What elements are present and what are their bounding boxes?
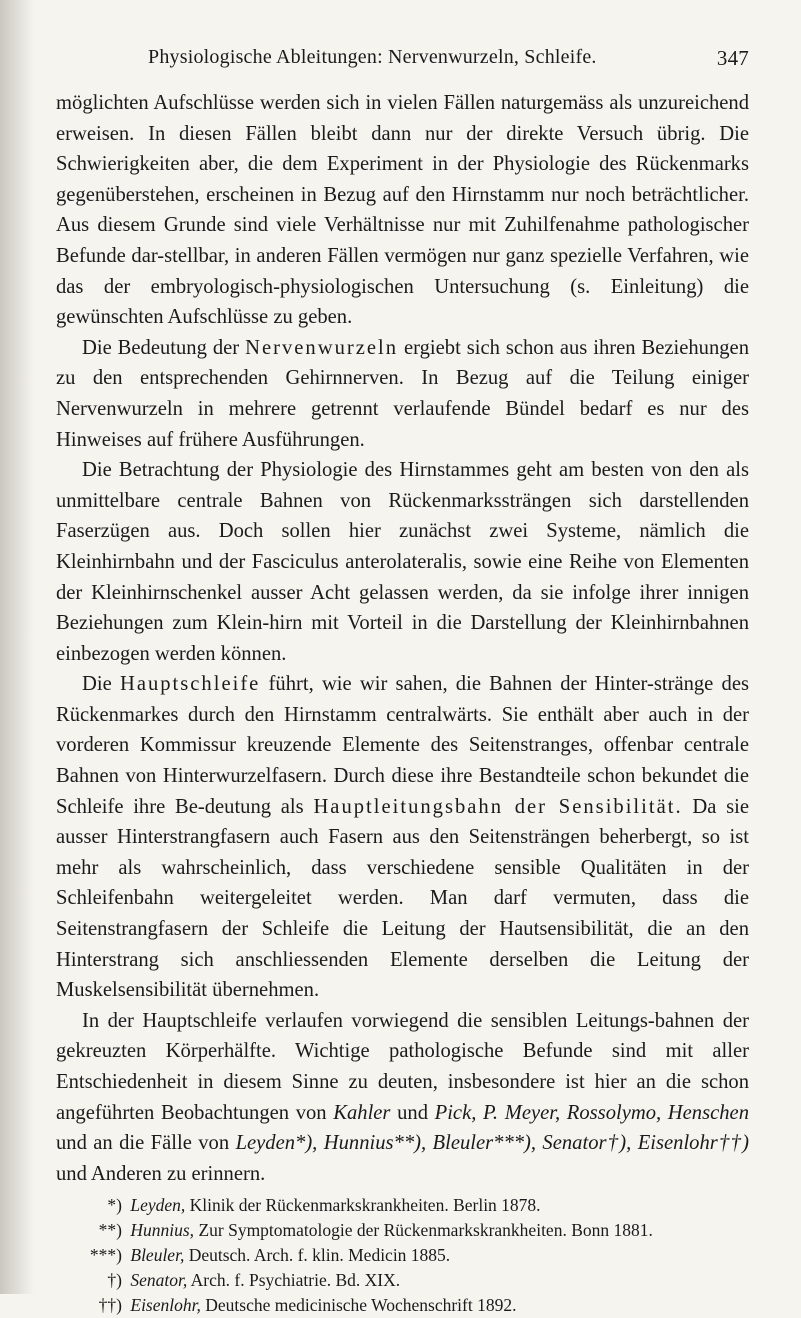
- paragraph-5-a: In der Hauptschleife verlaufen vorwiegend die sensiblen Leitungs-bahnen der gekreuzten Körperhälfte. Wichtige pathologische Befunde sind mit aller Entschiedenheit in diesem Sinne zu deuten, insbesondere ist hier an die schon angeführten Beobachtungen von: [56, 1009, 749, 1124]
- page-header: [56, 46, 749, 86]
- footnote-mark: *): [107, 1195, 122, 1216]
- term-hauptleitungsbahn: Hauptleitungsbahn der Sensibilität.: [313, 795, 683, 818]
- footnote-text: Klinik der Rückenmarkskrankheiten. Berlin 1878.: [189, 1195, 541, 1216]
- term-nervenwurzeln: Nervenwurzeln: [245, 336, 399, 359]
- authors-cited-footnotes: Leyden*), Hunnius**), Bleuler***), Senator†), Eisenlohr††): [235, 1132, 749, 1155]
- footnote: [56, 1268, 749, 1293]
- footnote-mark: **): [98, 1220, 122, 1241]
- running-title: Physiologische Ableitungen: Nervenwurzeln, Schleife.: [148, 46, 597, 68]
- paragraph-3: [56, 455, 749, 669]
- paragraph-2-rest: ergiebt sich schon aus ihren Beziehungen zu den entsprechenden Gehirnnerven. In Bezug auf die Teilung einiger Nervenwurzeln in mehrere getrennt verlaufende Bündel bedarf es nur des Hinweises auf frühere Ausführungen.: [56, 336, 749, 451]
- footnote-mark: ***): [89, 1245, 122, 1266]
- paragraph-2: [56, 333, 749, 455]
- footnote-mark: ††): [98, 1295, 122, 1316]
- footnote: [56, 1193, 749, 1218]
- footnote-text: Arch. f. Psychiatrie. Bd. XIX.: [190, 1270, 401, 1291]
- body-text: [56, 88, 749, 1189]
- footnote-author: Bleuler,: [130, 1245, 185, 1266]
- paragraph-5-b: und an die Fälle von: [56, 1132, 230, 1155]
- paragraph-3-text: Die Betrachtung der Physiologie des Hirnstammes geht am besten von den als unmittelbare centrale Bahnen von Rückenmarkssträngen sich darstellenden Faserzügen aus. Doch sollen hier zunächst zwei Systeme, nämlich die Kleinhirnbahn und der Fasciculus anterolateralis, sowie eine Reihe von Elementen der Kleinhirnschenkel ausser Acht gelassen werden, da sie infolge ihrer innigen Beziehungen zum Klein-hirn mit Vorteil in die Darstellung der Kleinhirnbahnen einbezogen werden können.: [56, 459, 749, 665]
- footnote: [56, 1218, 749, 1243]
- footnote-text: Deutsch. Arch. f. klin. Medicin 1885.: [188, 1245, 451, 1266]
- footnote-author: Senator,: [130, 1270, 188, 1291]
- footnote-text: Zur Symptomatologie der Rückenmarkskrankheiten. Bonn 1881.: [198, 1220, 653, 1241]
- footnote-author: Leyden,: [130, 1195, 186, 1216]
- authors-meyer-rossolymo-henschen: P. Meyer, Rossolymo, Henschen: [483, 1101, 749, 1124]
- paragraph-4-rest: Da sie ausser Hinterstrangfasern auch Fasern aus den Seitensträngen beherbergt, so ist mehr als wahrscheinlich, dass verschiedene sensible Qualitäten in der Schleifenbahn weitergeleitet werden. Man darf vermuten, dass die Seitenstrangfasern der Schleife die Leitung der Hautsensibilität, die an den Hinterstrang sich anschliessenden Elemente derselben die Leitung der Muskelsensibilität übernehmen.: [56, 795, 749, 1002]
- paragraph-4-lead: Die: [82, 673, 112, 696]
- paragraph-1-text: möglichten Aufschlüsse werden sich in vielen Fällen naturgemäss als unzureichend erweisen. In diesen Fällen bleibt dann nur der direkte Versuch übrig. Die Schwierigkeiten aber, die dem Experiment in der Physiologie des Rückenmarks gegenüberstehen, erscheinen in Bezug auf den Hirnstamm nur noch beträchtlicher. Aus diesem Grunde sind viele Verhältnisse nur mit Zuhilfenahme pathologischer Befunde dar-stellbar, in anderen Fällen vermögen nur ganz spezielle Verfahren, wie das der embryologisch-physiologischen Untersuchung (s. Einleitung) die gewünschten Aufschlüsse zu geben.: [56, 92, 749, 329]
- author-pick: Pick,: [434, 1101, 477, 1124]
- footnote: [56, 1293, 749, 1318]
- page-number: 347: [716, 46, 749, 70]
- paragraph-2-lead: Die Bedeutung der: [82, 336, 240, 359]
- term-hauptschleife: Hauptschleife: [119, 673, 261, 696]
- paragraph-4-mid: führt, wie wir sahen, die Bahnen der Hinter-stränge des Rückenmarkes durch den Hirnstamm centralwärts. Sie enthält aber auch in der vorderen Kommissur kreuzende Elemente des Seitenstranges, offenbar centrale Bahnen von Hinterwurzelfasern. Durch diese ihre Bestandteile schon bekundet die Schleife ihre Be-deutung als: [56, 673, 749, 818]
- footnote-mark: †): [107, 1270, 122, 1291]
- author-kahler: Kahler: [333, 1101, 391, 1124]
- paragraph-1: [56, 88, 749, 333]
- footnote-text: Deutsche medicinische Wochenschrift 1892.: [205, 1295, 517, 1316]
- footnote: [56, 1243, 749, 1268]
- paragraph-5-and: und: [397, 1101, 428, 1124]
- paragraph-5-c: und Anderen zu erinnern.: [56, 1162, 266, 1185]
- footnote-author: Eisenlohr,: [130, 1295, 201, 1316]
- footnotes: [56, 1193, 749, 1318]
- footnote-author: Hunnius,: [130, 1220, 195, 1241]
- paragraph-4: [56, 669, 749, 1006]
- paragraph-5: [56, 1006, 749, 1190]
